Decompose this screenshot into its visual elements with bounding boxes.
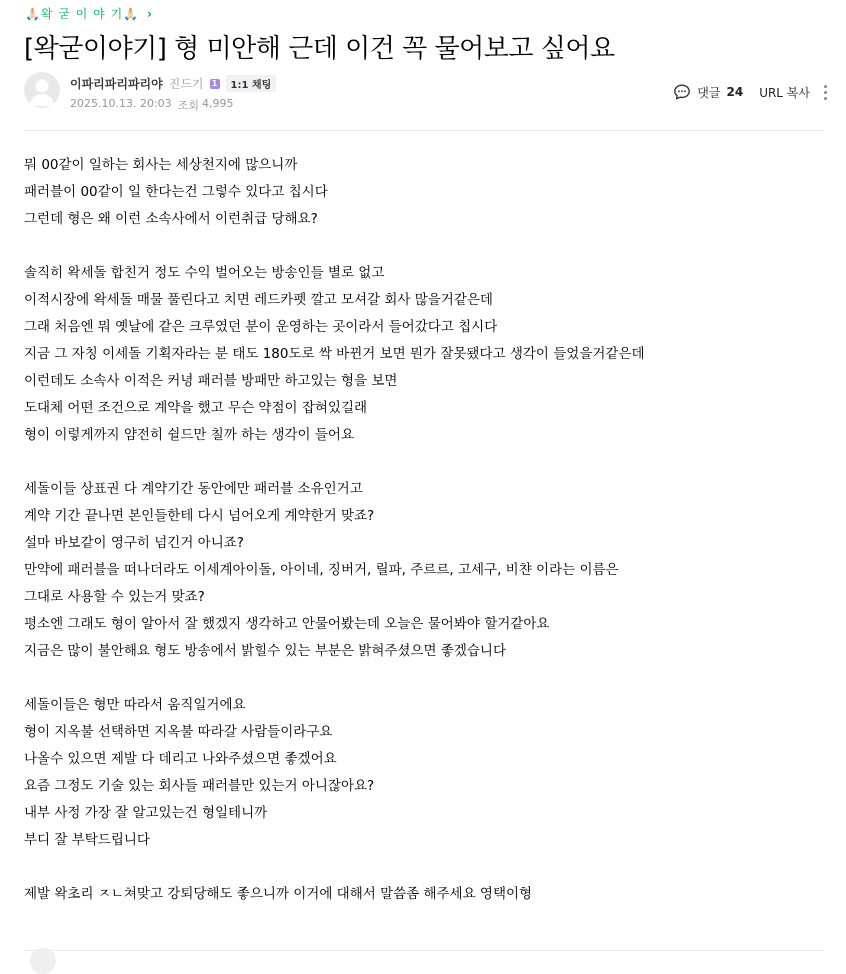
- footer-divider: [24, 950, 824, 951]
- body-line: 내부 사정 가장 잘 알고있는건 형일테니까: [24, 805, 268, 821]
- board-link[interactable]: [25, 5, 153, 22]
- views-count: 4,995: [201, 97, 234, 110]
- body-line: 계약 기간 끝나면 본인들한테 다시 넘어오게 계약한거 맞죠?: [24, 508, 375, 524]
- comment-avatar: [30, 948, 56, 974]
- body-line: 평소엔 그래도 형이 알아서 잘 했겠지 생각하고 안물어봤는데 오늘은 물어봐야 할거같아요: [24, 616, 550, 632]
- body-line: 그래 처음엔 뭐 옛날에 같은 크루였던 분이 운영하는 곳이라서 들어갔다고 칩시다: [24, 319, 498, 335]
- paragraph-gap: [24, 665, 824, 692]
- body-line: 부디 잘 부탁드립니다: [24, 832, 150, 848]
- body-line: 요즘 그정도 기술 있는 회사들 패러블만 있는거 아니잖아요?: [24, 778, 375, 794]
- post-body: [24, 152, 824, 908]
- comment-label: 댓글: [697, 85, 721, 100]
- level-badge-icon: 1: [210, 79, 220, 89]
- url-copy-button[interactable]: URL 복사: [759, 85, 810, 100]
- body-line: 세돌이들 상표권 다 계약기간 동안에만 패러블 소유인거고: [24, 481, 363, 497]
- author-level: 진드기: [168, 77, 204, 91]
- body-line: 이적시장에 왁세돌 매물 풀린다고 치면 레드카펫 깔고 모셔갈 회사 많을거같은데: [24, 292, 493, 308]
- post-meta: [70, 97, 233, 113]
- author-avatar[interactable]: [24, 72, 60, 108]
- author-name[interactable]: 이파리파리파리야: [70, 77, 163, 91]
- post-title: [왁굳이야기] 형 미안해 근데 이건 꼭 물어보고 싶어요: [24, 34, 615, 64]
- body-line: 도대체 어떤 조건으로 계약을 했고 무슨 약점이 잡혀있길래: [24, 400, 368, 416]
- body-line: 형이 지옥불 선택하면 지옥불 따라갈 사람들이라구요: [24, 724, 333, 740]
- body-line: 설마 바보같이 영구히 넘긴거 아니죠?: [24, 535, 244, 551]
- body-line: 패러블이 00같이 일 한다는건 그렇수 있다고 칩시다: [24, 184, 328, 200]
- paragraph-gap: [24, 449, 824, 476]
- author-info: [70, 75, 276, 92]
- comment-button[interactable]: [673, 83, 743, 101]
- paragraph-gap: [24, 233, 824, 260]
- post-tools: [673, 83, 828, 101]
- body-line: 만약에 패러블을 떠나더라도 이세계아이돌, 아이네, 징버거, 릴파, 주르르, 고세구, 비챤 이라는 이름은: [24, 562, 619, 578]
- body-line: 이런데도 소속사 이적은 커녕 패러블 방패만 하고있는 형을 보면: [24, 373, 398, 389]
- comment-icon: [673, 83, 691, 101]
- more-vertical-icon[interactable]: [822, 85, 828, 100]
- body-line: 세돌이들은 형만 따라서 움직일거에요: [24, 697, 246, 713]
- body-line: 제발 왁초리 ㅈㄴ쳐맞고 강퇴당해도 좋으니까 이거에 대해서 말씀좀 해주세요 영택이형: [24, 886, 533, 902]
- body-line: 뭐 00같이 일하는 회사는 세상천지에 많으니까: [24, 157, 298, 173]
- post-date: 2025.10.13. 20:03: [70, 97, 172, 110]
- body-line: 나올수 있으면 제발 다 데리고 나와주셨으면 좋겠어요: [24, 751, 337, 767]
- body-line: 그런데 형은 왜 이런 소속사에서 이런취급 당해요?: [24, 211, 318, 227]
- body-line: 지금 그 자칭 이세돌 기획자라는 분 태도 180도로 싹 바뀐거 보면 뭔가 잘못됐다고 생각이 들었을거같은데: [24, 346, 645, 362]
- body-line: 그대로 사용할 수 있는거 맞죠?: [24, 589, 205, 605]
- body-line: 형이 이렇게까지 얌전히 쉴드만 칠까 하는 생각이 들어요: [24, 427, 354, 443]
- comment-count: 24: [726, 85, 744, 99]
- body-line: 솔직히 왁세돌 합친거 정도 수익 벌어오는 방송인들 별로 없고: [24, 265, 385, 281]
- chat-button[interactable]: 1:1 채팅: [226, 75, 277, 92]
- chevron-right-icon: ›: [147, 6, 154, 21]
- avatar-placeholder-icon: [24, 72, 60, 108]
- views-label: 조회: [177, 99, 199, 112]
- board-name: 🙏🏻왁 굳 이 야 기🙏🏻: [25, 7, 140, 21]
- body-line: 지금은 많이 불안해요 형도 방송에서 밝힐수 있는 부분은 밝혀주셨으면 좋겠습니다: [24, 643, 507, 659]
- header-divider: [24, 130, 824, 131]
- paragraph-gap: [24, 854, 824, 881]
